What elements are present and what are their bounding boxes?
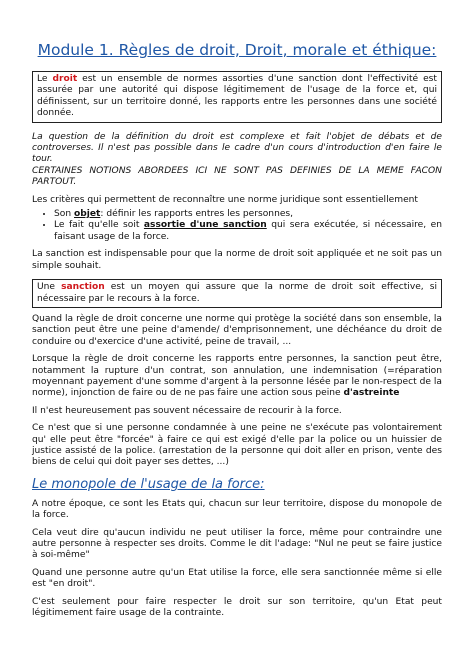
criteria-objet-pre: Son <box>54 209 74 220</box>
para-police: Ce n'est que si une personne condamnée à une peine ne s'exécute pas volontairement qu' elle peut être "forcée" à faire ce qui est exigé d'elle par la police ou un huissier de justice assisté de la police. (arrestation de la personne qui doit aller en prison, vente des biens de celui qui doit payer ses dettes, ...) <box>32 423 442 468</box>
sanction-indispensable: La sanction est indispensable pour que la norme de droit soit appliquée et ne soit pas un simple souhait. <box>32 249 442 271</box>
para-rapports-personnes <box>32 354 442 400</box>
sanction-definition-box <box>32 279 442 308</box>
criteria-sanction-bold: assortie d'une sanction <box>143 220 267 231</box>
criteria-sanction-pre: Le fait qu'elle soit <box>54 220 144 231</box>
para-seulement: C'est seulement pour faire respecter le droit sur son territoire, qu'un Etat peut légitimement faire usage de la contrainte. <box>32 596 442 619</box>
para-autre-etat: Quand une personne autre qu'un Etat utilise la force, elle sera sanctionnée même si elle est "en droit". <box>32 567 442 590</box>
definition-pre: Le <box>37 74 53 84</box>
criteria-objet-post: : définir les rapports entres les personnes, <box>100 209 294 220</box>
section-heading-monopole: Le monopole de l'usage de la force: <box>32 476 265 492</box>
para-rare-force: Il n'est heureusement pas souvent nécessaire de recourir à la force. <box>32 405 342 416</box>
keyword-sanction: sanction <box>61 282 105 293</box>
criteria-item-sanction <box>54 220 442 243</box>
droit-definition <box>37 74 437 120</box>
criteria-objet-bold: objet <box>74 209 101 220</box>
criteria-sanction-post: qui sera exécutée, si nécessaire, en faisant usage de la force. <box>54 220 442 242</box>
sanction-pre: Une <box>37 282 62 293</box>
criteria-intro: Les critères qui permettent de reconnaître une norme juridique sont essentiellement <box>32 194 418 205</box>
keyword-droit: droit <box>52 74 78 84</box>
astreinte-bold: d'astreinte <box>343 388 400 399</box>
droit-definition-box <box>32 71 442 123</box>
caps-note: CERTAINES NOTIONS ABORDEES ICI NE SONT PAS DEFINIES DE LA MEME FACON PARTOUT. <box>32 165 442 188</box>
para-individu: Cela veut dire qu'aucun individu ne peut utiliser la force, même pour contraindre une autre personne à respecter ses droits. Comme le dit l'adage: "Nul ne peut se faire justice à soi-même" <box>32 527 442 561</box>
document-page <box>32 40 442 619</box>
criteria-list <box>32 209 442 243</box>
para-regle-societe: Quand la règle de droit concerne une norme qui protège la société dans son ensemble, la sanction peut être une peine d'amende/ d'emprisonnement, une déchéance du droit de conduire ou d'exercice d'une activité, peine de travail, ... <box>32 313 442 347</box>
sanction-definition <box>37 282 437 305</box>
rapports-text: Lorsque la règle de droit concerne les rapports entre personnes, la sanction peut être, notamment la rupture d'un contrat, son annulation, une indemnisation (=réparation moyennant payement d'une somme d'argent à la personne lésée par le non-respect de la norme), injonction de faire ou de ne pas faire une action sous peine <box>32 354 442 399</box>
sanction-post: est un moyen qui assure que la norme de droit soit effective, si nécessaire par le recours à la force. <box>37 282 438 304</box>
page-title: Module 1. Règles de droit, Droit, morale et éthique: <box>37 41 437 59</box>
question-note: La question de la définition du droit est complexe et fait l'objet de débats et de controverses. Il n'est pas possible dans le cadre d'un cours d'introduction d'en faire le tour. <box>32 131 442 165</box>
definition-post: est un ensemble de normes assorties d'une sanction dont l'effectivité est assurée par une autorité qui dispose légitimement de l'usage de la force et, qui définissent, sur un territoire donné, les rapports entre les personnes dans une société donnée. <box>37 74 437 119</box>
criteria-item-objet <box>54 209 442 220</box>
para-epoque: A notre époque, ce sont les Etats qui, chacun sur leur territoire, dispose du monopole de la force. <box>32 498 442 521</box>
